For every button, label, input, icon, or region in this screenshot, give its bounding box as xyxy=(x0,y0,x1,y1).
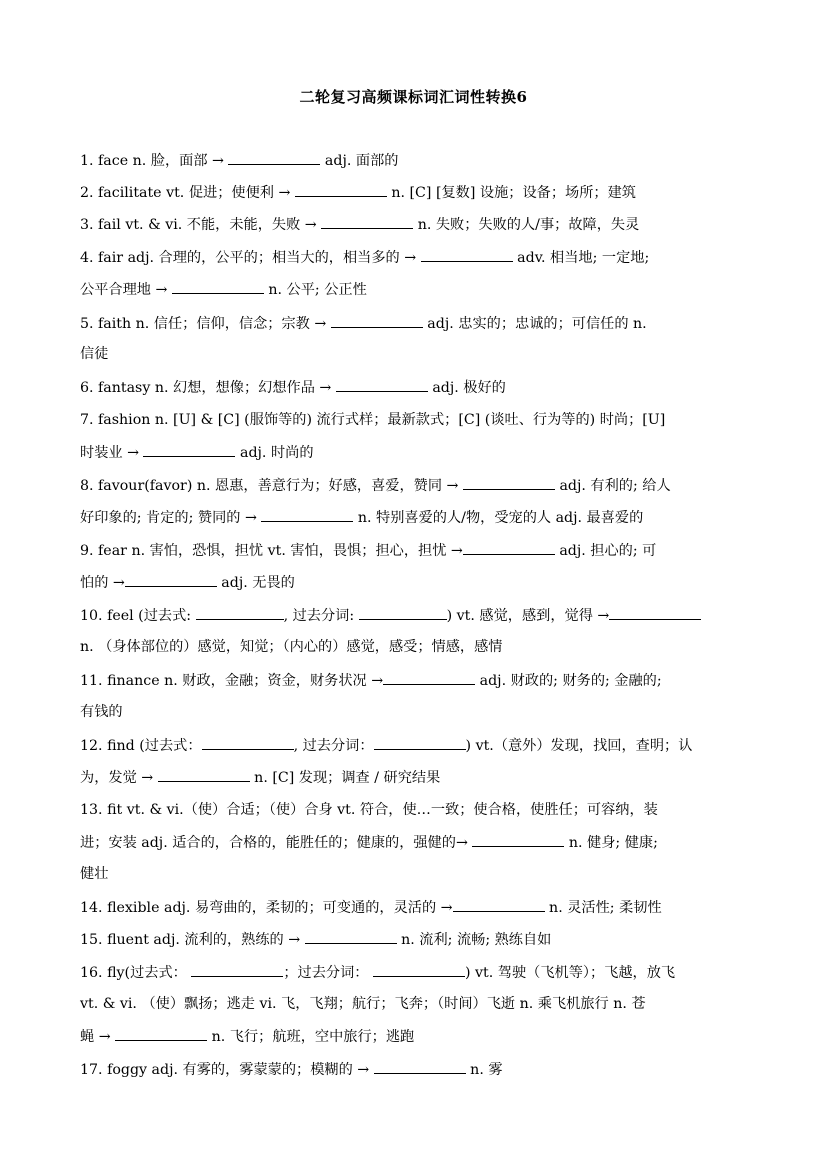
answer-blank[interactable] xyxy=(261,507,353,522)
answer-blank[interactable] xyxy=(158,767,250,782)
vocab-line: 公平合理地 → n. 公平; 公正性 xyxy=(80,279,752,300)
vocab-line: 8. favour(favor) n. 恩惠，善意行为；好感，喜爱，赞同 → adj. 有利的; 给人 xyxy=(80,475,752,496)
answer-blank[interactable] xyxy=(374,735,466,750)
answer-blank[interactable] xyxy=(421,247,513,262)
answer-blank[interactable] xyxy=(172,279,264,294)
vocab-line: 9. fear n. 害怕，恐惧，担忧 vt. 害怕，畏惧；担心，担忧 → adj. 担心的; 可 xyxy=(80,540,752,561)
answer-blank[interactable] xyxy=(463,540,555,555)
vocab-line: 有钱的 xyxy=(80,704,123,720)
answer-blank[interactable] xyxy=(463,475,555,490)
answer-blank[interactable] xyxy=(373,962,465,977)
vocab-line: 蝇 → n. 飞行；航班，空中旅行；逃跑 xyxy=(80,1026,752,1047)
vocab-line: 14. flexible adj. 易弯曲的，柔韧的；可变通的，灵活的 → n. 灵活性; 柔韧性 xyxy=(80,897,752,918)
vocab-line: 怕的 → adj. 无畏的 xyxy=(80,572,752,593)
vocab-line: 17. foggy adj. 有雾的，雾蒙蒙的；模糊的 → n. 雾 xyxy=(80,1059,752,1080)
answer-blank[interactable] xyxy=(295,182,387,197)
page-title: 二轮复习高频课标词汇词性转换6 xyxy=(299,88,528,106)
answer-blank[interactable] xyxy=(191,962,283,977)
vocab-line: 2. facilitate vt. 促进；使便利 → n. [C] [复数] 设施；设备；场所；建筑 xyxy=(80,182,752,203)
answer-blank[interactable] xyxy=(321,214,413,229)
answer-blank[interactable] xyxy=(331,313,423,328)
answer-blank[interactable] xyxy=(359,605,447,620)
answer-blank[interactable] xyxy=(472,832,564,847)
vocab-line: 时装业 → adj. 时尚的 xyxy=(80,442,752,463)
answer-blank[interactable] xyxy=(115,1026,207,1041)
vocab-line: 7. fashion n. [U] & [C] (服饰等的) 流行式样；最新款式；[C] (谈吐、行为等的) 时尚；[U] xyxy=(80,412,666,428)
vocab-line: 13. fit vt. & vi.（使）合适；（使）合身 vt. 符合，使…一致；使合格，使胜任；可容纳，装 xyxy=(80,802,658,818)
answer-blank[interactable] xyxy=(196,605,284,620)
answer-blank[interactable] xyxy=(305,929,397,944)
vocab-line: 4. fair adj. 合理的，公平的；相当大的，相当多的 → adv. 相当地; 一定地; xyxy=(80,247,752,268)
vocab-line: 3. fail vt. & vi. 不能，未能，失败 → n. 失败；失败的人/事；故障，失灵 xyxy=(80,214,752,235)
answer-blank[interactable] xyxy=(336,377,428,392)
answer-blank[interactable] xyxy=(228,150,320,165)
vocab-line: 1. face n. 脸，面部 → adj. 面部的 xyxy=(80,150,752,171)
answer-blank[interactable] xyxy=(202,735,294,750)
answer-blank[interactable] xyxy=(383,670,475,685)
vocab-line: 健壮 xyxy=(80,866,109,882)
vocab-line: 15. fluent adj. 流利的，熟练的 → n. 流利; 流畅; 熟练自如 xyxy=(80,929,752,950)
answer-blank[interactable] xyxy=(143,442,235,457)
vocab-line: 好印象的; 肯定的; 赞同的 → n. 特别喜爱的人/物，受宠的人 adj. 最喜爱的 xyxy=(80,507,752,528)
answer-blank[interactable] xyxy=(609,605,701,620)
answer-blank[interactable] xyxy=(453,897,545,912)
vocab-line: 12. find (过去式： , 过去分词： ) vt.（意外）发现，找回，查明；认 xyxy=(80,735,752,756)
vocab-line: 5. faith n. 信任；信仰，信念；宗教 → adj. 忠实的；忠诚的；可信任的 n. xyxy=(80,313,752,334)
answer-blank[interactable] xyxy=(125,572,217,587)
vocab-line: vt. & vi. （使）飘扬；逃走 vi. 飞，飞翔；航行；飞奔；（时间）飞逝 n. 乘飞机旅行 n. 苍 xyxy=(80,996,646,1012)
vocab-line: 为，发觉 → n. [C] 发现；调查 / 研究结果 xyxy=(80,767,752,788)
vocab-line: 进；安装 adj. 适合的，合格的，能胜任的；健康的，强健的→ n. 健身; 健康; xyxy=(80,832,752,853)
vocab-line: 6. fantasy n. 幻想，想像；幻想作品 → adj. 极好的 xyxy=(80,377,752,398)
vocab-line: 11. finance n. 财政，金融；资金，财务状况 → adj. 财政的; 财务的; 金融的; xyxy=(80,670,752,691)
answer-blank[interactable] xyxy=(374,1059,466,1074)
vocab-line: 16. fly(过去式： ；过去分词： ) vt. 驾驶（飞机等）；飞越，放飞 xyxy=(80,962,752,983)
vocab-line: 信徒 xyxy=(80,346,109,362)
vocab-line: n. （身体部位的）感觉，知觉；（内心的）感觉，感受；情感，感情 xyxy=(80,639,503,655)
vocab-line: 10. feel (过去式: , 过去分词: ) vt. 感觉，感到，觉得 → xyxy=(80,605,752,626)
